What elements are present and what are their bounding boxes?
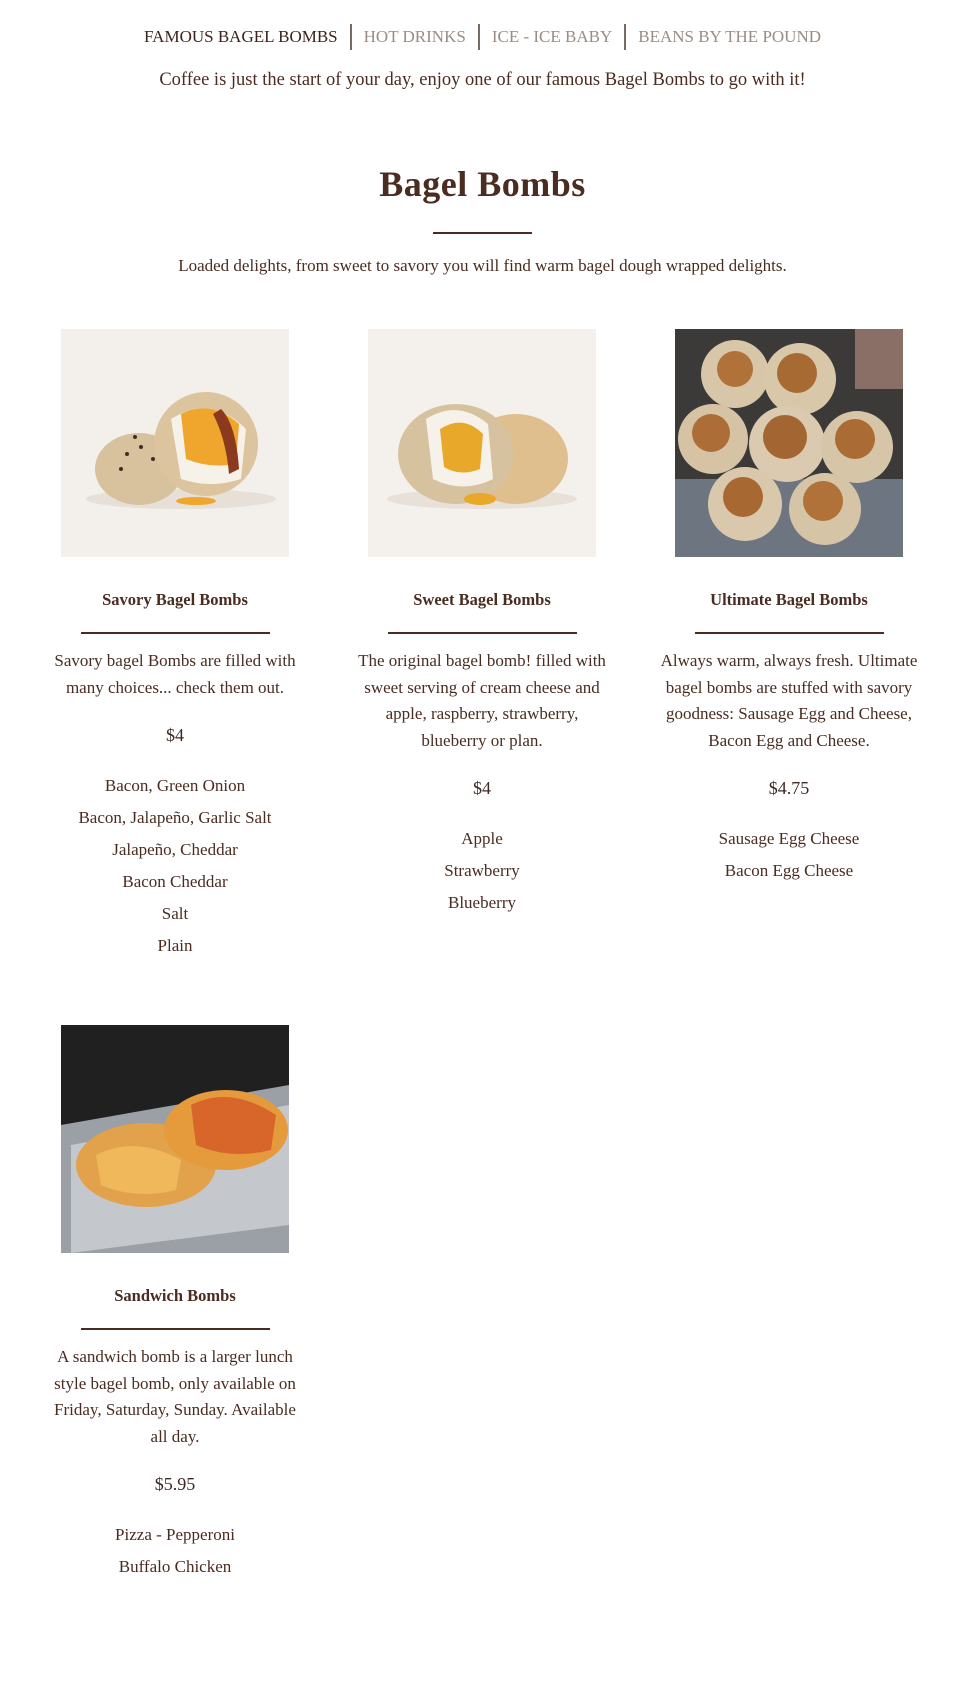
savory-bagel-bomb-photo — [61, 329, 289, 557]
flavor-option: Pizza - Pepperoni — [115, 1525, 235, 1544]
menu-item-ultimate — [659, 329, 919, 887]
item-name: Savory Bagel Bombs — [102, 590, 248, 609]
sandwich-bomb-photo — [61, 1025, 289, 1253]
section-title: Bagel Bombs — [379, 164, 586, 204]
item-description: Savory bagel Bombs are filled with many choices... check them out. — [54, 651, 296, 697]
tab-beans-by-the-pound[interactable]: BEANS BY THE POUND — [638, 27, 822, 46]
menu-item-savory — [45, 329, 305, 962]
item-name: Sandwich Bombs — [114, 1286, 236, 1305]
flavor-option: Bacon, Green Onion — [104, 776, 246, 795]
item-divider — [695, 632, 884, 634]
item-price: $4 — [166, 725, 184, 745]
flavor-list — [659, 823, 919, 887]
title-divider — [433, 232, 532, 234]
item-description: The original bagel bomb! filled with sweet serving of cream cheese and apple, raspberry, strawberry, blueberry or plan. — [358, 651, 606, 750]
item-description: A sandwich bomb is a larger lunch style bagel bomb, only available on Friday, Saturday, Sunday. Available all day. — [54, 1347, 296, 1446]
item-divider — [388, 632, 577, 634]
item-divider — [81, 1328, 270, 1330]
menu-tabs — [0, 24, 965, 50]
flavor-option: Bacon Egg Cheese — [724, 861, 854, 880]
item-price: $5.95 — [154, 1474, 196, 1494]
flavor-list — [352, 823, 612, 919]
flavor-option: Jalapeño, Cheddar — [112, 840, 238, 859]
flavor-option: Salt — [161, 904, 189, 923]
tab-famous-bagel-bombs[interactable]: FAMOUS BAGEL BOMBS — [143, 27, 338, 46]
section-subtitle: Loaded delights, from sweet to savory you will find warm bagel dough wrapped delights. — [178, 256, 787, 275]
item-name: Ultimate Bagel Bombs — [710, 590, 868, 609]
menu-item-sandwich — [45, 1025, 305, 1583]
menu-item-sweet — [352, 329, 612, 919]
flavor-list — [45, 1519, 305, 1583]
tab-ice-ice-baby[interactable]: ICE - ICE BABY — [491, 27, 613, 46]
flavor-option: Strawberry — [444, 861, 520, 880]
flavor-option: Blueberry — [448, 893, 516, 912]
sweet-bagel-bomb-photo — [368, 329, 596, 557]
intro-text: Coffee is just the start of your day, enjoy one of our famous Bagel Bombs to go with it! — [159, 70, 806, 90]
item-price: $4.75 — [768, 778, 810, 798]
flavor-option: Sausage Egg Cheese — [718, 829, 860, 848]
flavor-option: Buffalo Chicken — [118, 1557, 232, 1576]
item-price: $4 — [473, 778, 491, 798]
flavor-list — [45, 770, 305, 962]
item-description: Always warm, always fresh. Ultimate bagel bombs are stuffed with savory goodness: Sausage Egg and Cheese, Bacon Egg and Cheese. — [660, 651, 918, 750]
tab-hot-drinks[interactable]: HOT DRINKS — [363, 27, 466, 46]
flavor-option: Apple — [461, 829, 503, 848]
item-name: Sweet Bagel Bombs — [413, 590, 551, 609]
item-divider — [81, 632, 270, 634]
ultimate-bagel-bomb-photo — [675, 329, 903, 557]
flavor-option: Plain — [157, 936, 193, 955]
flavor-option: Bacon, Jalapeño, Garlic Salt — [78, 808, 272, 827]
flavor-option: Bacon Cheddar — [122, 872, 228, 891]
